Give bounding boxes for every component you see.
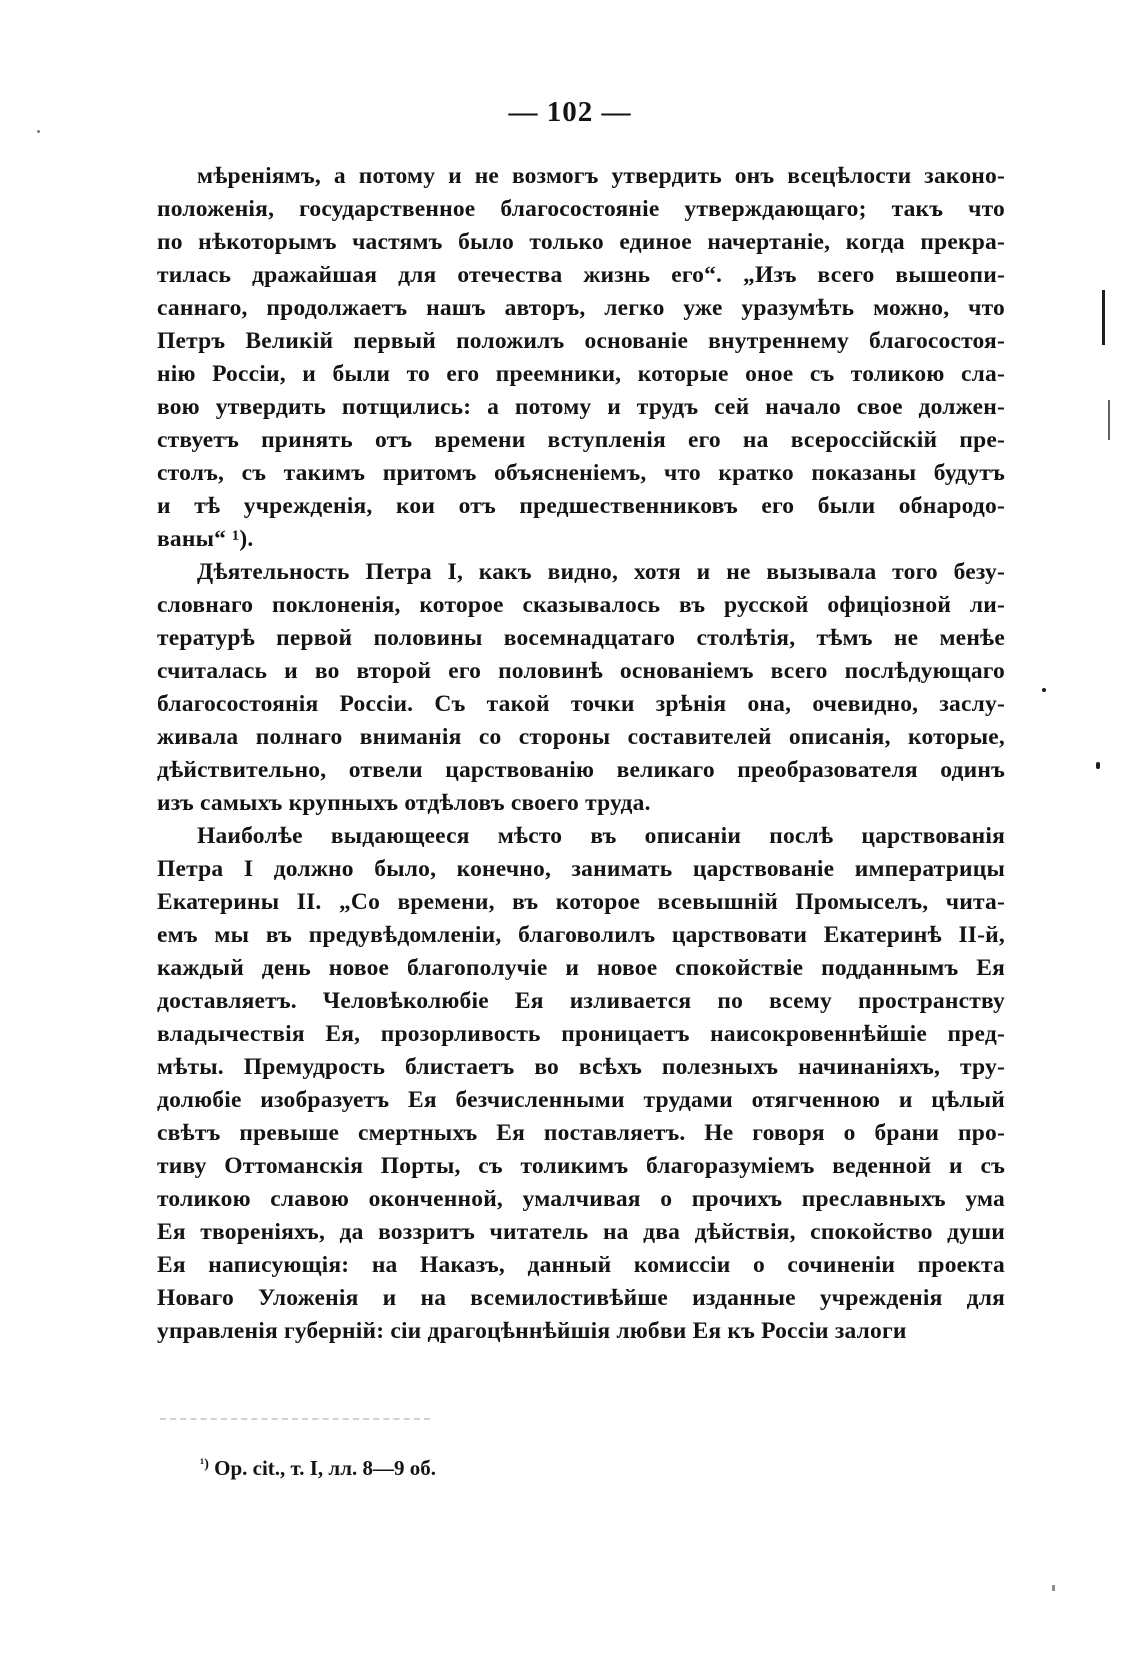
text-line: толикою славою оконченной, умалчивая о прочихъ преславныхъ ума [157,1186,1005,1212]
text-line: Екатерины II. „Со времени, въ которое всевышній Промыселъ, чита- [157,889,1005,915]
text-line: управленія губерній: сіи драгоцѣннѣйшія любви Ея къ Россіи залоги [157,1318,907,1344]
text-line: вою утвердить потщились: а потому и трудъ сей начало свое должен- [157,394,1005,420]
text-line: долюбіе изобразуетъ Ея безчисленными трудами отягченною и цѣлый [157,1087,1005,1113]
body-text [157,160,1005,1348]
text-line: Петръ Великій первый положилъ основаніе внутреннему благосостоя- [157,328,1005,354]
text-line: емъ мы въ предувѣдомленіи, благоволилъ царствовати Екатеринѣ II-й, [157,922,1005,948]
text-line: Новаго Уложенія и на всемилостивѣйше изданные учрежденія для [157,1285,1005,1311]
text-line: Петра I должно было, конечно, занимать царствованіе императрицы [157,856,1005,882]
text-line: дѣйствительно, отвели царствованію великаго преобразователя одинъ [157,757,1005,783]
text-line: столъ, съ такимъ притомъ объясненіемъ, что кратко показаны будутъ [157,460,1005,486]
text-line: благосостоянія Россіи. Съ такой точки зрѣнія она, очевидно, заслу- [157,691,1005,717]
text-line: и тѣ учрежденія, кои отъ предшественниковъ его были обнародо- [157,493,1005,519]
text-line: Ея написующія: на Наказъ, данный комиссіи о сочиненіи проекта [157,1252,1005,1278]
text-line: доставляетъ. Человѣколюбіе Ея изливается по всему пространству [157,988,1005,1014]
text-line: по нѣкоторымъ частямъ было только единое начертаніе, когда прекра- [157,229,1005,255]
scan-dot [1096,762,1100,769]
text-line: тиву Оттоманскія Порты, съ толикимъ благоразуміемъ веденной и съ [157,1153,1005,1179]
text-line: тилась дражайшая для отечества жизнь его“. „Изъ всего вышеопи- [157,262,1005,288]
scan-dot [1052,1585,1055,1591]
footnote-text: Op. cit., т. I, лл. 8—9 об. [214,1456,436,1480]
text-line: Дѣятельность Петра I, какъ видно, хотя и не вызывала того безу- [197,559,1005,585]
text-line: тературѣ первой половины восемнадцатаго столѣтія, тѣмъ не менѣе [157,625,1005,651]
text-line: Наиболѣе выдающееся мѣсто въ описаніи послѣ царствованія [197,823,1005,849]
text-line: свѣтъ превыше смертныхъ Ея поставляетъ. Не говоря о брани про- [157,1120,1005,1146]
scan-mark [1102,290,1105,345]
footnote-marker: ¹) [200,1457,209,1472]
scan-dot [1042,688,1046,692]
page-number: — 102 — [508,96,632,128]
text-line: изъ самыхъ крупныхъ отдѣловъ своего труда. [157,790,651,816]
text-line: саннаго, продолжаетъ нашъ авторъ, легко уже уразумѣть можно, что [157,295,1005,321]
footnote [200,1456,436,1481]
scan-mark [1108,400,1110,440]
text-line: считалась и во второй его половинѣ основаніемъ всего послѣдующаго [157,658,1005,684]
text-line: мѣты. Премудрость блистаетъ во всѣхъ полезныхъ начинаніяхъ, тру- [157,1054,1005,1080]
text-line: Ея твореніяхъ, да воззритъ читатель на два дѣйствія, спокойство души [157,1219,1005,1245]
text-line: положенія, государственное благосостояніе утверждающаго; такъ что [157,196,1005,222]
text-line: мѣреніямъ, а потому и не возмогъ утвердить онъ всецѣлости законо- [197,163,1005,189]
text-line: ствуетъ принять отъ времени вступленія его на всероссійскій пре- [157,427,1005,453]
scan-dot [37,130,40,133]
text-line: живала полнаго вниманія со стороны составителей описанія, которые, [157,724,1005,750]
footnote-separator [160,1418,430,1420]
text-line: словнаго поклоненія, которое сказывалось въ русской офиціозной ли- [157,592,1005,618]
text-line: ваны“ ¹). [157,526,254,552]
text-line: нію Россіи, и были то его преемники, которые оное съ толикою сла- [157,361,1005,387]
text-line: владычествія Ея, прозорливость проницаетъ наисокровеннѣйшіе пред- [157,1021,1005,1047]
text-line: каждый день новое благополучіе и новое спокойствіе подданнымъ Ея [157,955,1005,981]
